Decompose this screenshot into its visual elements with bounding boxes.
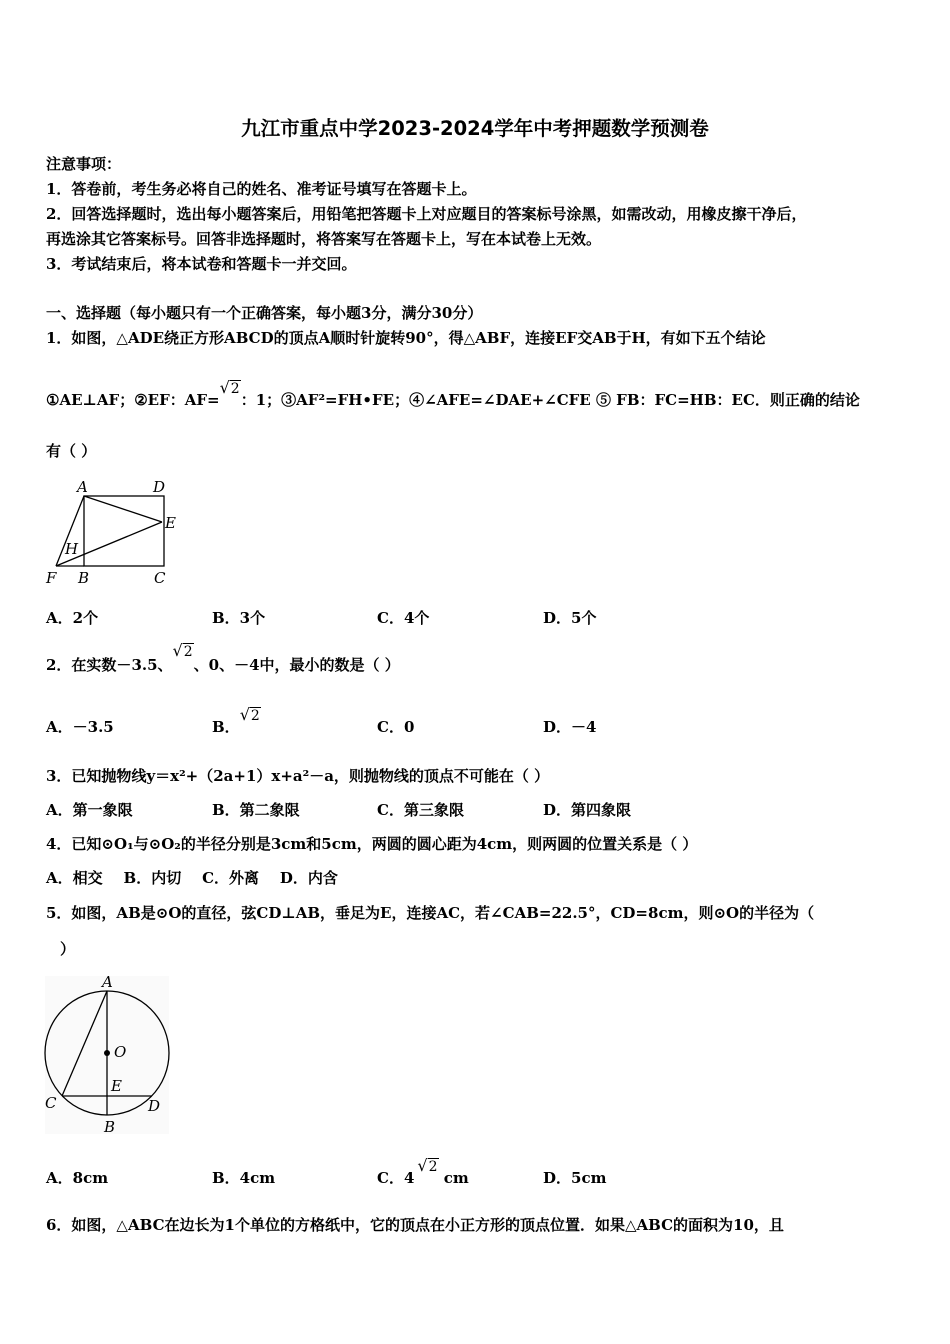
q4-options: A．相交 B．内切 C．外离 D．内含 [46,869,338,887]
label-f: F [46,569,57,587]
question-6-stem: 6．如图，△ABC在边长为1个单位的方格纸中，它的顶点在小正方形的顶点位置．如果△ABC的面积为10，且 [46,1216,784,1234]
q2-stem-part-a: 2．在实数－3.5、 [46,656,173,674]
question-1-conclusions [46,378,860,410]
question-5-stem: 5．如图，AB是⊙O的直径，弦CD⊥AB，垂足为E，连接AC，若∠CAB=22.5°，CD=8cm，则⊙O的半径为（ [46,904,815,922]
square-abcd [84,496,164,566]
notice-item: 2．回答选择题时，选出每小题答案后，用铅笔把答题卡上对应题目的答案标号涂黑，如需改动，用橡皮擦干净后， [46,205,807,223]
question-5-figure [42,972,172,1137]
q2-option-d: D．－4 [543,718,597,736]
question-4-stem: 4．已知⊙O₁与⊙O₂的半径分别是3cm和5cm，两圆的圆心距为4cm，则两圆的位置关系是（ ） [46,835,698,853]
question-1-end: 有（ ） [46,442,97,460]
label-e: E [165,514,176,532]
label-b: B [78,569,90,587]
label-c: C [45,1094,57,1112]
q1-part-b: ：1；③AF²=FH•FE；④∠AFE=∠DAE+∠CFE ⑤ FB：FC=HB：EC．则正确的结论 [240,391,860,409]
sqrt-2: √2 [417,1156,438,1175]
q1-option-d: D．5个 [543,609,597,627]
sqrt-2: √2 [239,705,260,724]
q2-option-a: A．－3.5 [46,718,114,736]
notice-item: 3．考试结束后，将本试卷和答题卡一并交回。 [46,255,357,273]
page-title: 九江市重点中学2023-2024学年中考押题数学预测卷 [241,117,709,140]
section-heading: 一、选择题（每小题只有一个正确答案，每小题3分，满分30分） [46,304,483,322]
q3-option-a: A．第一象限 [46,801,133,819]
label-a: A [102,973,113,991]
q2-option-c: C．0 [377,718,415,736]
segment-ae [84,496,162,522]
question-1-figure [44,476,184,588]
label-d: D [148,1097,161,1115]
question-2-stem [46,641,400,675]
question-3-stem: 3．已知抛物线y＝x²+（2a+1）x+a²－a，则抛物线的顶点不可能在（ ） [46,767,550,785]
sqrt-2: √2 [172,641,193,660]
q5-option-d: D．5cm [543,1169,607,1187]
q2-option-b: B．√2 [212,705,260,736]
center-dot [104,1050,110,1056]
label-e: E [111,1077,122,1095]
question-5-stem-end: ） [60,940,76,958]
notice-item: 再选涂其它答案标号。回答非选择题时，将答案写在答题卡上，写在本试卷上无效。 [46,230,602,248]
q3-option-b: B．第二象限 [212,801,300,819]
q3-option-c: C．第三象限 [377,801,464,819]
q5-option-c: C．4√2 cm [377,1156,469,1187]
label-b: B [104,1118,116,1136]
notice-item: 1．答卷前，考生务必将自己的姓名、准考证号填写在答题卡上。 [46,180,477,198]
label-c: C [154,569,166,587]
sqrt-2: √2 [219,378,240,397]
q5-option-b: B．4cm [212,1169,276,1187]
q1-option-b: B．3个 [212,609,266,627]
q1-option-a: A．2个 [46,609,99,627]
q1-part-a: ①AE⊥AF；②EF：AF= [46,391,220,409]
q5-option-a: A．8cm [46,1169,109,1187]
notice-heading: 注意事项： [46,155,122,173]
label-h: H [65,540,79,558]
q1-option-c: C．4个 [377,609,430,627]
label-d: D [153,478,166,496]
q3-option-d: D．第四象限 [543,801,632,819]
label-a: A [77,478,88,496]
question-1-stem: 1．如图，△ADE绕正方形ABCD的顶点A顺时针旋转90°，得△ABF，连接EF交AB于H，有如下五个结论 [46,329,766,347]
q2-stem-part-b: 、0、－4中，最小的数是（ ） [193,656,400,674]
label-o: O [114,1043,127,1061]
